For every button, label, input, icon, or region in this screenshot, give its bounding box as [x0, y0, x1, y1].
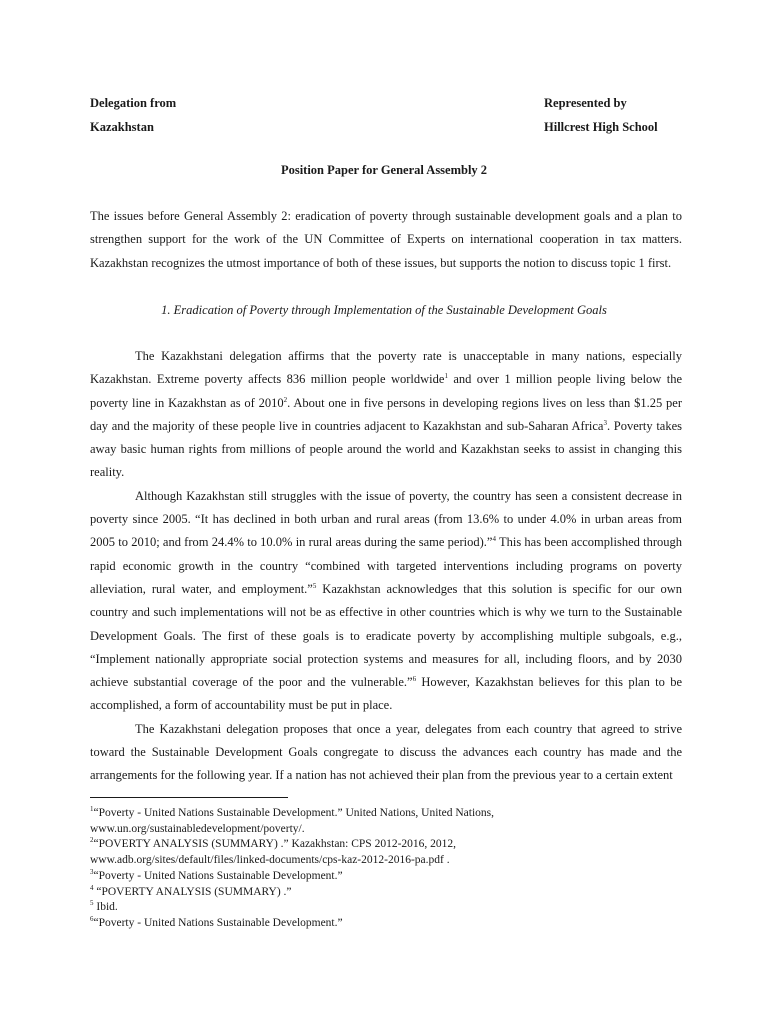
paragraph-1 [90, 345, 682, 485]
footnote-number: 5 [90, 899, 94, 908]
representation-header [544, 91, 658, 139]
footnote-4 [90, 885, 690, 901]
paragraph-3: The Kazakhstani delegation proposes that once a year, delegates from each country that agreed to strive toward the Sustainable Development Goals congregate to discuss the advances each country has made and the arrangements for the following year. If a nation has not achieved their plan from the previous year to a certain extent [90, 721, 682, 783]
country-name: Kazakhstan [90, 120, 154, 134]
represented-by-label: Represented by [544, 96, 627, 110]
footnote-2 [90, 837, 690, 853]
section-heading: 1. Eradication of Poverty through Implementation of the Sustainable Development Goals [161, 303, 607, 317]
paragraph-1-text-d: . Poverty takes away basic human rights from millions of people around the world and Kazakhstan seeks to assist in changing this reality. [90, 418, 683, 480]
footnote-number: 3 [90, 867, 94, 876]
footnote-5 [90, 900, 690, 916]
footnote-ref-2: 2 [283, 395, 288, 404]
paragraph-2-text-d: However, Kazakhstan believes for this plan to be accomplished, a form of accountability must be put in place. [90, 675, 682, 713]
paragraph-2-text-c: Kazakhstan acknowledges that this solution is specific for our own country and such implementations will not be as effective in other countries which is why we turn to the Sustainable Development Goals. The first of these goals is to eradicate poverty by accomplishing multiple subgoals, e.g., “Implement nationally appropriate social protection systems and measures for all, including floors, and by 2030 achieve substantial coverage of the poor and the vulnerable.” [90, 581, 682, 690]
footnote-number: 1 [90, 805, 94, 814]
footnote-text: Ibid. [93, 901, 118, 914]
intro-paragraph: The issues before General Assembly 2: eradication of poverty through sustainable development goals and a plan to strengthen support for the work of the UN Committee of Experts on international cooperation in tax matters. Kazakhstan recognizes the utmost importance of both of these issues, but supports the notion to discuss topic 1 first. [90, 209, 682, 270]
footnote-number: 6 [90, 915, 94, 924]
paragraph-2-text-a: Although Kazakhstan still struggles with the issue of poverty, the country has seen a consistent decrease in poverty since 2005. “It has declined in both urban and rural areas (from 13.6% to under 4.0% in urban areas from 2005 to 2010; and from 24.4% to 10.0% in rural areas during the same period).” [90, 488, 682, 550]
footnote-6 [90, 916, 690, 932]
footnote-3 [90, 869, 690, 885]
footnote-1 [90, 806, 690, 822]
footnote-text: “Poverty - United Nations Sustainable Development.” [93, 916, 343, 929]
footnote-2-url: www.adb.org/sites/default/files/linked-documents/cps-kaz-2012-2016-pa.pdf . [90, 854, 450, 867]
paragraph-2 [90, 485, 682, 718]
footnote-ref-6: 6 [412, 675, 417, 683]
body-paragraphs [90, 345, 682, 788]
delegation-header [90, 91, 176, 139]
footnote-text: “POVERTY ANALYSIS (SUMMARY) .” Kazakhstan: CPS 2012-2016, 2012, [93, 838, 457, 851]
footnote-ref-4: 4 [492, 535, 496, 544]
paragraph-1-text-a: The Kazakhstani delegation affirms that the poverty rate is unacceptable in many nations, especially Kazakhstan. Extreme poverty affects 836 million people worldwide [90, 349, 682, 387]
paragraph-2-text-b: This has been accomplished through rapid economic growth in the country “combined with targeted interventions including programs on poverty alleviation, rural water, and employment.” [90, 535, 682, 596]
footnote-text: “Poverty - United Nations Sustainable Development.” [93, 869, 343, 882]
footnote-separator [90, 797, 288, 798]
paragraph-1-text-b: and over 1 million people living below the poverty line in Kazakhstan as of 2010 [90, 372, 683, 410]
footnote-1-url: www.un.org/sustainabledevelopment/poverty/. [90, 822, 305, 835]
footnote-number: 2 [90, 836, 94, 845]
footnote-text: “POVERTY ANALYSIS (SUMMARY) .” [93, 885, 292, 898]
delegation-label: Delegation from [90, 96, 177, 110]
footnote-text: “Poverty - United Nations Sustainable Development.” United Nations, United Nations, [93, 807, 495, 819]
footnote-number: 4 [90, 883, 94, 892]
footnote-ref-1: 1 [444, 372, 448, 381]
footnote-ref-3: 3 [603, 418, 607, 427]
footnotes [90, 806, 690, 932]
document-title: Position Paper for General Assembly 2 [280, 163, 488, 177]
paragraph-1-text-c: . About one in five persons in developing regions lives on less than $1.25 per day and the majority of these people live in countries adjacent to Kazakhstan and sub-Saharan Africa [90, 395, 682, 433]
footnote-ref-5: 5 [312, 581, 317, 590]
school-name: Hillcrest High School [544, 120, 658, 134]
